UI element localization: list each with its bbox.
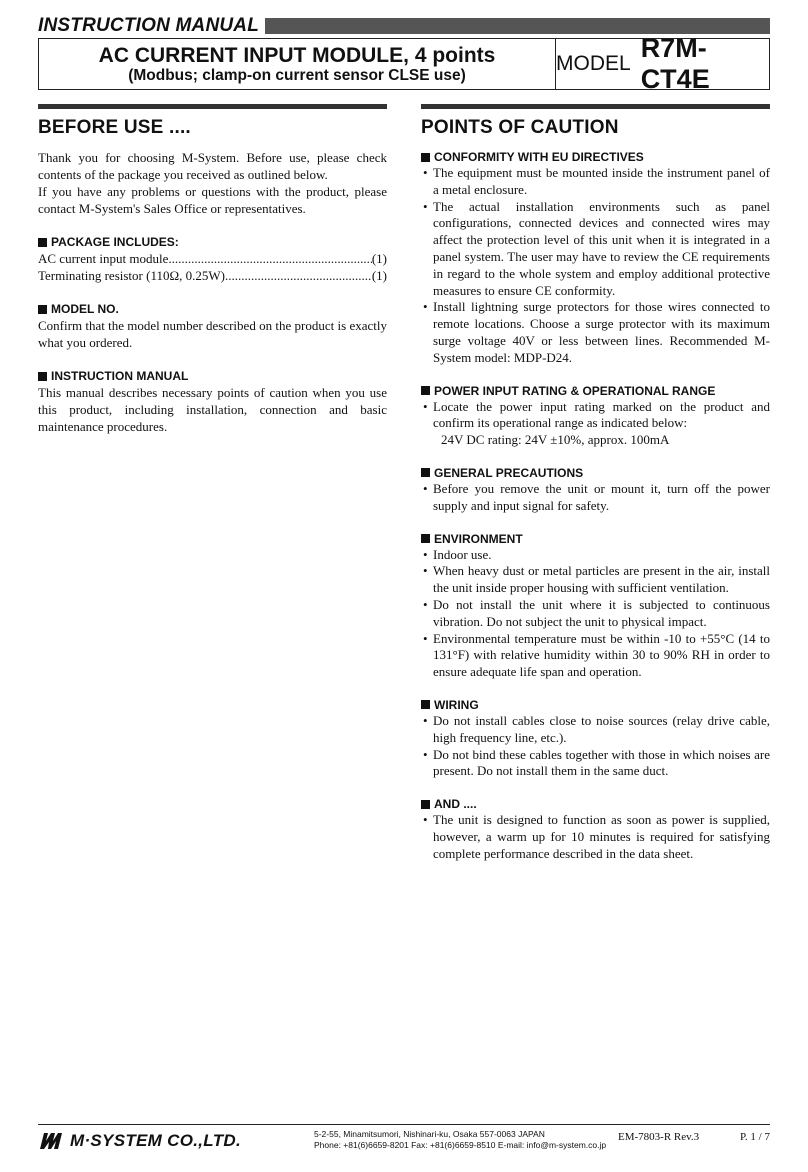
subheading-and bbox=[421, 796, 770, 812]
subheading-package bbox=[38, 234, 387, 250]
footer bbox=[38, 1124, 770, 1155]
model-value: R7M-CT4E bbox=[640, 33, 710, 94]
title-box bbox=[38, 33, 770, 94]
document-title: AC CURRENT INPUT MODULE, 4 points bbox=[98, 43, 496, 67]
list-item: • Locate the power input rating marked on the product and confirm its operational range as indicated below: bbox=[421, 399, 770, 433]
package-item-label: Terminating resistor (110Ω, 0.25W) bbox=[38, 268, 225, 283]
list-item: • Environmental temperature must be within -10 to +55°C (14 to 131°F) with relative humidity within 30 to 90% RH in order to ensure adequate life span and operation. bbox=[421, 631, 770, 681]
eu-bullet-list bbox=[421, 165, 770, 367]
right-column bbox=[421, 104, 770, 863]
dot-leader bbox=[225, 267, 372, 284]
package-item bbox=[38, 267, 387, 284]
subheading-instruction-manual bbox=[38, 368, 387, 384]
subheading-label: INSTRUCTION MANUAL bbox=[51, 369, 189, 383]
company-name: M·SYSTEM CO.,LTD. bbox=[70, 1131, 241, 1150]
subheading-general bbox=[421, 465, 770, 481]
power-rating-line: 24V DC rating: 24V ±10%, approx. 100mA bbox=[441, 432, 670, 448]
subheading-model-no bbox=[38, 301, 387, 317]
section-heading-points-of-caution: POINTS OF CAUTION bbox=[421, 117, 619, 138]
subheading-label: WIRING bbox=[434, 697, 479, 712]
title-block bbox=[39, 39, 556, 89]
general-bullet-list bbox=[421, 481, 770, 515]
list-item: • Install lightning surge protectors for those wires connected to remote locations. Choose a surge protector with its maximum surge voltage 40V or less between lines. Recommended M-System model: MDP-D24. bbox=[421, 299, 770, 366]
document-number: EM-7803-R Rev.3 bbox=[618, 1131, 700, 1143]
list-item: • The equipment must be mounted inside the instrument panel of a metal enclosure. bbox=[421, 165, 770, 199]
square-bullet-icon bbox=[421, 800, 430, 809]
square-bullet-icon bbox=[38, 238, 47, 247]
company-contact: Phone: +81(6)6659-8201 Fax: +81(6)6659-8510 E-mail: info@m-system.co.jp bbox=[314, 1140, 607, 1150]
power-bullet-list bbox=[421, 399, 770, 433]
intro-paragraph-1: Thank you for choosing M-System. Before use, please check contents of the package you received as outlined below. bbox=[38, 150, 387, 182]
subheading-label: PACKAGE INCLUDES: bbox=[51, 235, 179, 249]
document-subtitle: (Modbus; clamp-on current sensor CLSE use) bbox=[128, 66, 466, 84]
manual-label: INSTRUCTION MANUAL bbox=[38, 15, 260, 36]
model-no-paragraph: Confirm that the model number described on the product is exactly what you ordered. bbox=[38, 318, 387, 350]
subheading-eu bbox=[421, 149, 770, 165]
square-bullet-icon bbox=[421, 153, 430, 162]
environment-bullet-list bbox=[421, 547, 770, 681]
header-rule bbox=[265, 18, 770, 34]
instruction-paragraph: This manual describes necessary points of caution when you use this product, including installation, connection and basic maintenance procedures. bbox=[38, 385, 387, 434]
package-item bbox=[38, 250, 387, 267]
package-item-qty: (1) bbox=[371, 268, 387, 283]
package-item-qty: (1) bbox=[371, 251, 387, 266]
intro-paragraph-2: If you have any problems or questions with the product, please contact M-System's Sales Office or representatives. bbox=[38, 184, 387, 216]
section-rule bbox=[38, 104, 387, 109]
subheading-label: POWER INPUT RATING & OPERATIONAL RANGE bbox=[434, 383, 716, 398]
page-number: P. 1 / 7 bbox=[740, 1131, 770, 1143]
square-bullet-icon bbox=[421, 386, 430, 395]
list-item: • When heavy dust or metal particles are present in the air, install the unit inside proper housing with sufficient ventilation. bbox=[421, 563, 770, 597]
and-bullet-list bbox=[421, 812, 770, 862]
subheading-environment bbox=[421, 531, 770, 547]
company-logo bbox=[38, 1131, 241, 1151]
model-block bbox=[556, 33, 769, 94]
company-address: 5-2-55, Minamitsumori, Nishinari-ku, Osaka 557-0063 JAPAN bbox=[314, 1129, 545, 1139]
square-bullet-icon bbox=[38, 305, 47, 314]
square-bullet-icon bbox=[421, 468, 430, 477]
subheading-label: GENERAL PRECAUTIONS bbox=[434, 465, 584, 480]
subheading-power bbox=[421, 383, 770, 399]
package-item-label: AC current input module bbox=[38, 251, 169, 266]
list-item: • Before you remove the unit or mount it, turn off the power supply and input signal for safety. bbox=[421, 481, 770, 515]
company-address-block bbox=[314, 1129, 606, 1151]
list-item: • Indoor use. bbox=[421, 547, 770, 564]
m-system-logo-icon bbox=[38, 1132, 64, 1150]
square-bullet-icon bbox=[38, 372, 47, 381]
section-rule bbox=[421, 104, 770, 109]
subheading-label: MODEL NO. bbox=[51, 302, 119, 316]
model-label: MODEL bbox=[556, 52, 631, 75]
list-item: • Do not install cables close to noise sources (relay drive cable, high frequency line, etc.). bbox=[421, 713, 770, 747]
wiring-bullet-list bbox=[421, 713, 770, 780]
list-item: • Do not install the unit where it is subjected to continuous vibration. Do not subject the unit to physical impact. bbox=[421, 597, 770, 631]
list-item: • Do not bind these cables together with those in which noises are present. Do not install them in the same duct. bbox=[421, 747, 770, 781]
dot-leader bbox=[168, 250, 371, 267]
left-column bbox=[38, 104, 387, 435]
list-item: • The actual installation environments such as panel configurations, connected devices and connected wires may affect the protection level of this unit when it is integrated in a panel system. The user may have to review the CE requirements in regard to the whole system and employ additional protective measures to ensure CE conformity. bbox=[421, 199, 770, 300]
square-bullet-icon bbox=[421, 534, 430, 543]
section-heading-before-use: BEFORE USE .... bbox=[38, 117, 191, 138]
square-bullet-icon bbox=[421, 700, 430, 709]
list-item: • The unit is designed to function as soon as power is supplied, however, a warm up for 10 minutes is required for satisfying complete performance described in the data sheet. bbox=[421, 812, 770, 862]
subheading-label: CONFORMITY WITH EU DIRECTIVES bbox=[434, 150, 644, 164]
subheading-label: ENVIRONMENT bbox=[434, 531, 523, 546]
subheading-wiring bbox=[421, 697, 770, 713]
subheading-label: AND .... bbox=[434, 797, 477, 812]
